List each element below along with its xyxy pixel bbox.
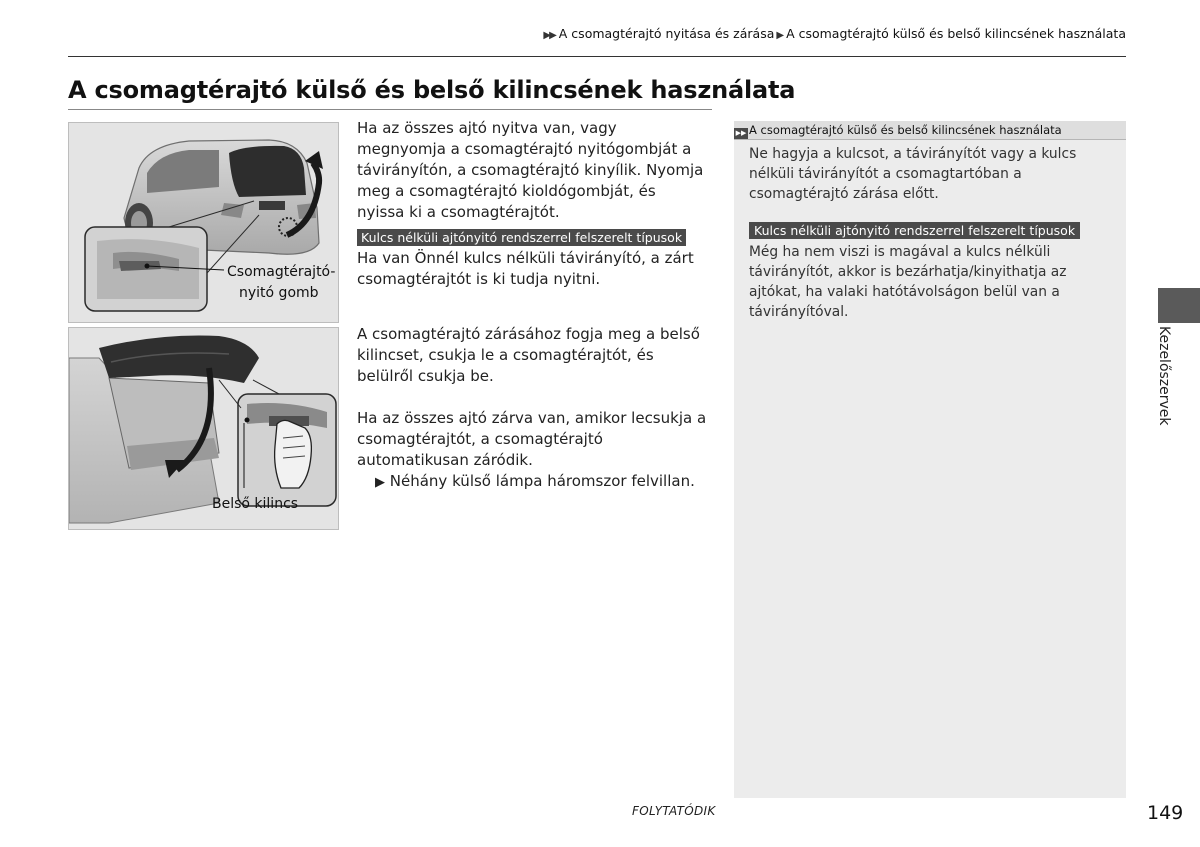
arrow-icon: ▶ bbox=[776, 30, 785, 41]
reference-marker-icon: ▶▶ bbox=[735, 129, 747, 137]
title-underline bbox=[68, 109, 712, 110]
inner-handle-label: Belső kilincs bbox=[212, 496, 299, 512]
opener-button-label bbox=[227, 262, 335, 304]
double-arrow-icon: ▶▶ bbox=[543, 30, 555, 41]
side-note-keyless-tag: Kulcs nélküli ajtónyitó rendszerrel felszerelt típusok bbox=[749, 222, 1080, 239]
opening-paragraph: Ha az összes ajtó nyitva van, vagy megnyomja a csomagtérajtó nyitógombját a távirányítón, a csomagtérajtó kinyílik. Nyomja meg a csomagtérajtó kioldógombját, és nyissa ki a csomagtérajtót. bbox=[357, 119, 704, 221]
continued-label: FOLYTATÓDIK bbox=[632, 804, 716, 818]
bullet-note-text: Néhány külső lámpa háromszor felvillan. bbox=[389, 472, 695, 490]
side-note-heading: A csomagtérajtó külső és belső kilincsének használata bbox=[749, 123, 1062, 137]
inner-handle-illustration bbox=[68, 327, 339, 530]
keyless-tag-wrap bbox=[357, 227, 707, 248]
chapter-tab-marker[interactable] bbox=[1158, 288, 1200, 323]
side-note-text-2: Még ha nem viszi is magával a kulcs nélküli távirányítót, akkor is bezárhatja/kinyithatja az ajtókat, ha valaki hatótávolságon belül van a távirányítóval. bbox=[749, 244, 1067, 320]
autolock-paragraph: Ha az összes ajtó zárva van, amikor lecsukja a csomagtérajtót, a csomagtérajtó automatikusan záródik. bbox=[357, 409, 707, 469]
opener-label-line2: nyitó gomb bbox=[239, 285, 319, 301]
chapter-tab-label: Kezelőszervek bbox=[1156, 326, 1172, 426]
keyless-models-tag: Kulcs nélküli ajtónyitó rendszerrel felszerelt típusok bbox=[357, 229, 686, 246]
side-note-panel bbox=[734, 121, 1126, 798]
body-section-closing bbox=[357, 324, 707, 493]
breadcrumb bbox=[543, 26, 1126, 41]
opener-label-line1: Csomagtérajtó- bbox=[227, 264, 336, 280]
side-note-text-1: Ne hagyja a kulcsot, a távirányítót vagy a kulcs nélküli távirányítót a csomagtartóban a csomagtérajtó zárása előtt. bbox=[749, 146, 1077, 202]
bullet-arrow-icon: ▶ bbox=[375, 475, 385, 490]
breadcrumb-item-handle-usage[interactable]: A csomagtérajtó külső és belső kilincsének használata bbox=[786, 26, 1126, 41]
body-section-opening bbox=[357, 118, 707, 290]
keyless-paragraph: Ha van Önnél kulcs nélküli távirányító, a zárt csomagtérajtót is ki tudja nyitni. bbox=[357, 249, 694, 288]
page-number: 149 bbox=[1147, 802, 1184, 824]
breadcrumb-item-opening-closing[interactable]: A csomagtérajtó nyitása és zárása bbox=[558, 26, 775, 41]
closing-paragraph: A csomagtérajtó zárásához fogja meg a belső kilincset, csukja le a csomagtérajtót, és belülről csukja be. bbox=[357, 325, 700, 385]
bullet-note bbox=[357, 471, 707, 493]
side-note-header bbox=[734, 121, 1126, 140]
page-title: A csomagtérajtó külső és belső kilincsének használata bbox=[68, 76, 796, 104]
header-divider bbox=[68, 56, 1126, 57]
